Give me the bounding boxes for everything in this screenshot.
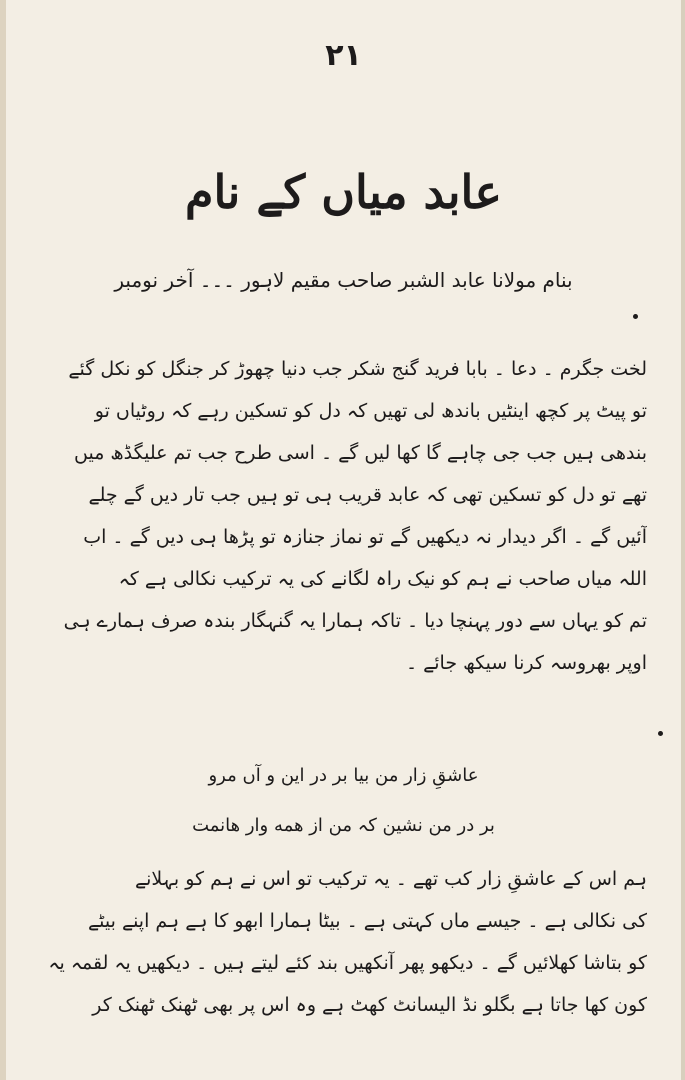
margin-dot [633, 314, 638, 319]
paragraph-2 [40, 858, 647, 1026]
text-line: کون کھا جاتا ہے بگلو نڈ الیسانٹ کھٹ ہے وہ اس پر بھی ٹھنک ٹھنک کر [92, 994, 647, 1016]
letter-title: عابد میاں کے نام [185, 165, 502, 219]
text-line: آئیں گے ۔ اگر دیدار نہ دیکھیں گے تو نماز جنازہ تو پڑھا ہی دیں گے ۔ اب [83, 526, 647, 548]
text-line: بندھی ہیں جب جی چاہے گا کھا لیں گے ۔ اسی طرح جب تم علیگڈھ میں [74, 442, 647, 464]
text-line: لخت جگرم ۔ دعا ۔ بابا فرید گنج شکر جب دنیا چھوڑ کر جنگل کو نکل گئے [68, 358, 647, 380]
page-number: ۲۱ [325, 38, 362, 73]
persian-verse-1: عاشقِ زار من بیا بر در این و آں مرو [208, 765, 479, 786]
text-line: اوپر بھروسہ کرنا سیکھ جائے ۔ [405, 652, 647, 674]
text-line: تم کو یہاں سے دور پہنچا دیا ۔ تاکہ ہمارا یہ گنہگار بندہ صرف ہمارے ہی [63, 610, 647, 632]
text-line: کی نکالی ہے ۔ جیسے ماں کہتی ہے ۔ بیٹا ہمارا ابھو کا ہے ہم اپنے بیٹے [88, 910, 647, 932]
text-line: تھے تو دل کو تسکین تھی کہ عابد قریب ہی تو ہیں جب تار دیں گے چلے [88, 484, 647, 506]
text-line: اللہ میاں صاحب نے ہم کو نیک راہ لگانے کی یہ ترکیب نکالی ہے کہ [118, 568, 647, 590]
persian-verse-2: بر در من نشین کہ من از همه وار هانمت [192, 815, 495, 836]
margin-dot [658, 731, 663, 736]
paragraph-1 [40, 348, 647, 684]
text-line: ہم اس کے عاشقِ زار کب تھے ۔ یہ ترکیب تو اس نے ہم کو بہلانے [135, 868, 647, 890]
text-line: تو پیٹ پر کچھ اینٹیں باندھ لی تھیں کہ دل کو تسکین رہے کہ روٹیاں تو [94, 400, 647, 422]
letter-subtitle: بنام مولانا عابد الشبر صاحب مقیم لاہور ۔۔۔ آخر نومبر [114, 268, 573, 292]
text-line: کو بتاشا کھلائیں گے ۔ دیکھو پھر آنکھیں بند کئے لیتے ہیں ۔ دیکھیں یہ لقمہ یہ [48, 952, 647, 974]
